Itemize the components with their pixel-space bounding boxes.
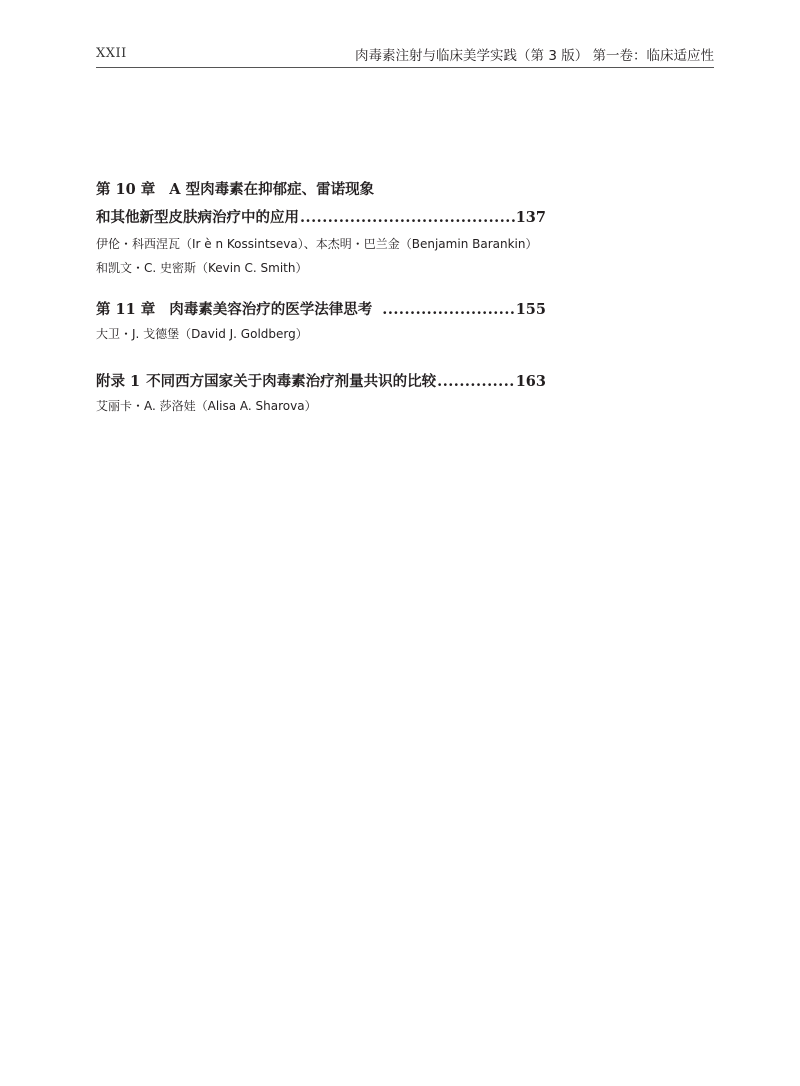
author-line: 和凯文・C. 史密斯（Kevin C. Smith） [96, 261, 308, 275]
appendix-title: 不同西方国家关于肉毒素治疗剂量共识的比较 [146, 373, 437, 390]
toc-entry-chapter-10 [96, 180, 546, 280]
header-rule [96, 67, 714, 68]
page-ref: 163 [515, 373, 546, 390]
author-line: 艾丽卡・A. 莎洛娃（Alisa A. Sharova） [96, 399, 317, 413]
toc-title-line [96, 300, 546, 320]
running-header [96, 44, 714, 68]
leader-dots [437, 372, 515, 392]
leader-dots [382, 300, 514, 320]
page-ref: 155 [515, 301, 546, 318]
appendix-label: 附录 1 [96, 373, 141, 390]
toc-title-line [96, 180, 546, 200]
author-line: 大卫・J. 戈德堡（David J. Goldberg） [96, 327, 308, 341]
toc-title-line [96, 372, 546, 392]
chapter-label: 第 11 章 [96, 301, 156, 318]
chapter-title-part1: A 型肉毒素在抑郁症、雷诺现象 [169, 181, 375, 198]
author-line: 伊伦・科西涅瓦（Ir è n Kossintseva）、本杰明・巴兰金（Benjamin Barankin） [96, 237, 538, 251]
page-number: XXII [96, 46, 127, 61]
toc-entry-appendix-1 [96, 372, 546, 418]
running-title: 肉毒素注射与临床美学实践（第 3 版） 第一卷：临床适应性 [355, 48, 714, 64]
chapter-title: 肉毒素美容治疗的医学法律思考 [169, 301, 373, 318]
chapter-label: 第 10 章 [96, 181, 156, 198]
leader-dots [300, 208, 515, 228]
toc-entry-chapter-11 [96, 300, 546, 346]
toc-title-line [96, 208, 546, 228]
page-ref: 137 [515, 209, 546, 226]
chapter-title-part2: 和其他新型皮肤病治疗中的应用 [96, 209, 299, 226]
